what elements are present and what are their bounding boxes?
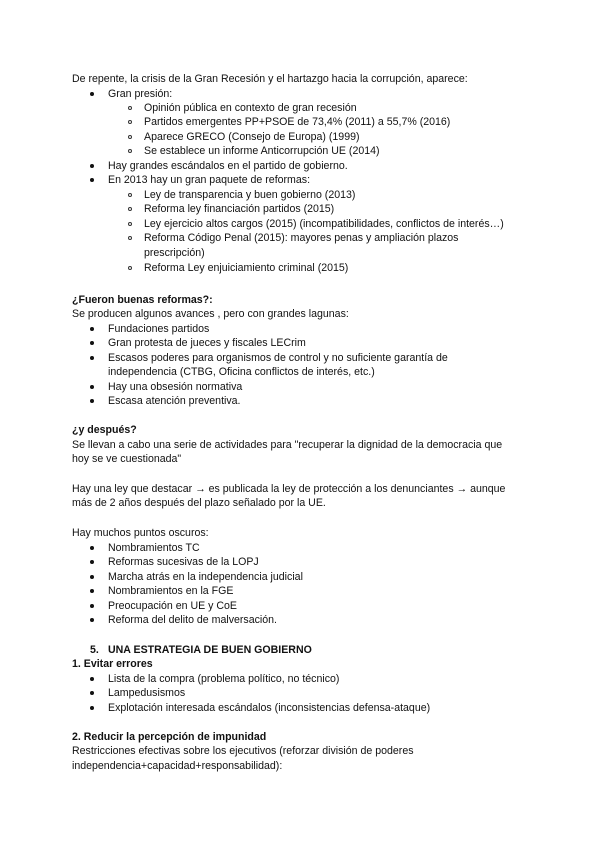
list-item: Nombramientos TC bbox=[108, 542, 200, 554]
escandalos-item: Hay grandes escándalos en el partido de gobierno. bbox=[108, 160, 348, 172]
section-heading: UNA ESTRATEGIA DE BUEN GOBIERNO bbox=[108, 644, 312, 656]
circle-bullet-icon bbox=[128, 193, 132, 197]
gran-presion-label: Gran presión: bbox=[108, 88, 173, 100]
circle-bullet-icon bbox=[128, 135, 132, 139]
bullet-icon bbox=[90, 356, 94, 360]
bullet-icon bbox=[90, 677, 94, 681]
reformas-label: En 2013 hay un gran paquete de reformas: bbox=[108, 174, 311, 186]
list-item: Hay una obsesión normativa bbox=[108, 381, 243, 393]
circle-bullet-icon bbox=[128, 266, 132, 270]
list-item-continuation: independencia (CTBG, Oficina conflictos de interés, etc.) bbox=[108, 366, 375, 378]
list-item: Nombramientos en la FGE bbox=[108, 585, 234, 597]
bullet-icon bbox=[90, 399, 94, 403]
paragraph: Se producen algunos avances , pero con grandes lagunas: bbox=[72, 308, 349, 320]
circle-bullet-icon bbox=[128, 222, 132, 226]
list-item: Marcha atrás en la independencia judicial bbox=[108, 571, 303, 583]
list-item: Aparece GRECO (Consejo de Europa) (1999) bbox=[144, 131, 360, 143]
list-item: Reformas sucesivas de la LOPJ bbox=[108, 556, 259, 568]
list-item: Escasa atención preventiva. bbox=[108, 395, 241, 407]
bullet-icon bbox=[90, 589, 94, 593]
paragraph: más de 2 años después del plazo señalado por la UE. bbox=[72, 497, 326, 509]
bullet-icon bbox=[90, 178, 94, 182]
list-item: Fundaciones partidos bbox=[108, 323, 210, 335]
bullet-icon bbox=[90, 604, 94, 608]
paragraph: hoy se ve cuestionada" bbox=[72, 453, 182, 465]
bullet-icon bbox=[90, 92, 94, 96]
list-item: Reforma Ley enjuiciamiento criminal (2015) bbox=[144, 262, 349, 274]
paragraph: Restricciones efectivas sobre los ejecutivos (reforzar división de poderes bbox=[72, 745, 414, 757]
list-item-continuation: prescripción) bbox=[144, 247, 205, 259]
list-item: Ley ejercicio altos cargos (2015) (incompatibilidades, conflictos de interés…) bbox=[144, 218, 504, 230]
bullet-icon bbox=[90, 575, 94, 579]
bullet-icon bbox=[90, 385, 94, 389]
section-heading: ¿y después? bbox=[72, 424, 137, 436]
list-item: Escasos poderes para organismos de control y no suficiente garantía de bbox=[108, 352, 448, 364]
section-number: 5. bbox=[90, 644, 99, 656]
list-item: Se establece un informe Anticorrupción UE (2014) bbox=[144, 145, 380, 157]
bullet-icon bbox=[90, 618, 94, 622]
bullet-icon bbox=[90, 327, 94, 331]
bullet-icon bbox=[90, 546, 94, 550]
list-item: Reforma ley financiación partidos (2015) bbox=[144, 203, 335, 215]
circle-bullet-icon bbox=[128, 236, 132, 240]
bullet-icon bbox=[90, 341, 94, 345]
list-item: Explotación interesada escándalos (inconsistencias defensa-ataque) bbox=[108, 702, 431, 714]
paragraph: Hay muchos puntos oscuros: bbox=[72, 527, 209, 539]
bullet-icon bbox=[90, 164, 94, 168]
list-item: Ley de transparencia y buen gobierno (2013) bbox=[144, 189, 356, 201]
subsection-heading: 1. Evitar errores bbox=[72, 658, 153, 670]
list-item: Lista de la compra (problema político, no técnico) bbox=[108, 673, 340, 685]
bullet-icon bbox=[90, 691, 94, 695]
circle-bullet-icon bbox=[128, 120, 132, 124]
paragraph: Hay una ley que destacar → es publicada la ley de protección a los denunciantes → aunque bbox=[72, 483, 506, 495]
list-item: Opinión pública en contexto de gran recesión bbox=[144, 102, 357, 114]
paragraph: Se llevan a cabo una serie de actividades para "recuperar la dignidad de la democracia que bbox=[72, 439, 503, 451]
list-item: Gran protesta de jueces y fiscales LECrim bbox=[108, 337, 306, 349]
paragraph: independencia+capacidad+responsabilidad): bbox=[72, 760, 283, 772]
list-item: Reforma Código Penal (2015): mayores penas y ampliación plazos bbox=[144, 232, 459, 244]
circle-bullet-icon bbox=[128, 106, 132, 110]
subsection-heading: 2. Reducir la percepción de impunidad bbox=[72, 731, 267, 743]
bullet-icon bbox=[90, 560, 94, 564]
list-item: Preocupación en UE y CoE bbox=[108, 600, 237, 612]
list-item: Partidos emergentes PP+PSOE de 73,4% (2011) a 55,7% (2016) bbox=[144, 116, 451, 128]
intro-paragraph: De repente, la crisis de la Gran Recesión y el hartazgo hacia la corrupción, aparece: bbox=[72, 73, 468, 85]
section-heading: ¿Fueron buenas reformas?: bbox=[72, 294, 213, 306]
circle-bullet-icon bbox=[128, 207, 132, 211]
list-item: Lampedusismos bbox=[108, 687, 186, 699]
circle-bullet-icon bbox=[128, 149, 132, 153]
bullet-icon bbox=[90, 706, 94, 710]
list-item: Reforma del delito de malversación. bbox=[108, 614, 277, 626]
